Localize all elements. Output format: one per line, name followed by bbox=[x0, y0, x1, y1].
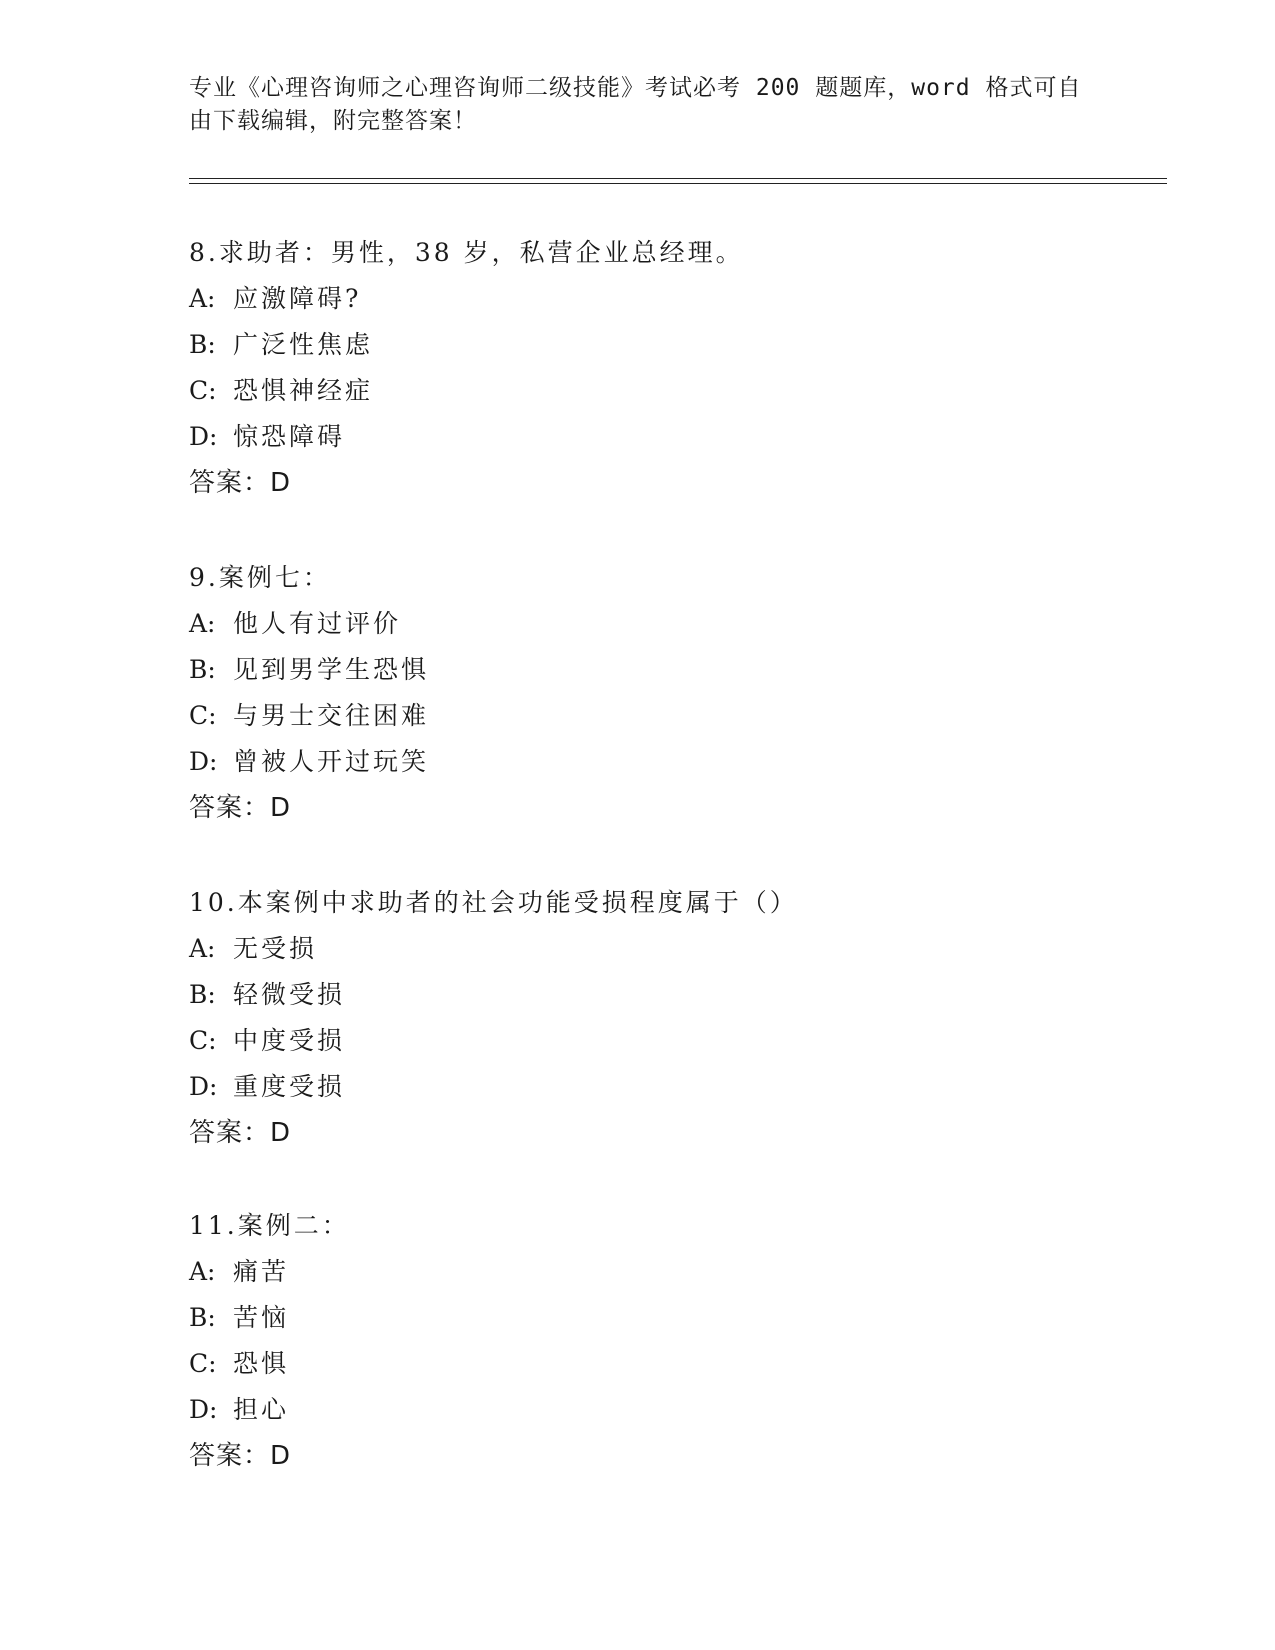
option-text: 应激障碍? bbox=[233, 284, 362, 313]
option-text: 广泛性焦虑 bbox=[233, 330, 374, 359]
option-d bbox=[189, 1064, 1139, 1110]
option-a bbox=[189, 926, 1139, 972]
option-letter: A: bbox=[189, 1257, 216, 1286]
option-letter: A: bbox=[189, 284, 216, 313]
question-stem: 8.求助者：男性，38 岁，私营企业总经理。 bbox=[189, 238, 744, 267]
option-text: 曾被人开过玩笑 bbox=[233, 747, 430, 776]
option-letter: C: bbox=[189, 701, 217, 730]
option-letter: C: bbox=[189, 1349, 217, 1378]
question-stem: 9.案例七： bbox=[189, 563, 331, 592]
option-d bbox=[189, 1387, 1139, 1433]
option-letter: D: bbox=[189, 1072, 218, 1101]
option-text: 轻微受损 bbox=[233, 980, 346, 1009]
option-letter: B: bbox=[189, 980, 216, 1009]
option-text: 担心 bbox=[233, 1395, 290, 1424]
header-line-2: 由下载编辑，附完整答案！ bbox=[189, 108, 477, 134]
option-c bbox=[189, 693, 1139, 739]
option-text: 痛苦 bbox=[233, 1257, 290, 1286]
question-block bbox=[189, 880, 1139, 1156]
option-d bbox=[189, 414, 1139, 460]
option-text: 他人有过评价 bbox=[233, 609, 402, 638]
header-divider-bottom bbox=[189, 183, 1167, 184]
option-b bbox=[189, 647, 1139, 693]
answer-line: 答案：D bbox=[189, 468, 292, 498]
option-a bbox=[189, 1249, 1139, 1295]
question-stem: 10.本案例中求助者的社会功能受损程度属于（） bbox=[189, 888, 798, 917]
header-line-1: 专业《心理咨询师之心理咨询师二级技能》考试必考 200 题题库，word 格式可自 bbox=[189, 75, 1082, 101]
answer-line: 答案：D bbox=[189, 1441, 292, 1471]
option-letter: B: bbox=[189, 655, 216, 684]
option-text: 恐惧神经症 bbox=[233, 376, 374, 405]
answer-line: 答案：D bbox=[189, 1118, 292, 1148]
option-letter: D: bbox=[189, 747, 218, 776]
option-letter: D: bbox=[189, 1395, 218, 1424]
question-stem: 11.案例二： bbox=[189, 1211, 350, 1240]
option-text: 恐惧 bbox=[233, 1349, 290, 1378]
option-a bbox=[189, 276, 1139, 322]
option-letter: A: bbox=[189, 934, 216, 963]
question-block bbox=[189, 230, 1139, 506]
option-d bbox=[189, 739, 1139, 785]
option-text: 与男士交往困难 bbox=[233, 701, 430, 730]
option-text: 重度受损 bbox=[233, 1072, 346, 1101]
option-letter: D: bbox=[189, 422, 218, 451]
header-divider-top bbox=[189, 178, 1167, 179]
question-block bbox=[189, 1203, 1139, 1479]
option-letter: B: bbox=[189, 1303, 216, 1332]
option-b bbox=[189, 972, 1139, 1018]
option-c bbox=[189, 1341, 1139, 1387]
question-block bbox=[189, 555, 1139, 831]
document-header bbox=[189, 72, 1089, 138]
option-text: 惊恐障碍 bbox=[233, 422, 346, 451]
option-letter: C: bbox=[189, 376, 217, 405]
option-text: 见到男学生恐惧 bbox=[233, 655, 430, 684]
answer-line: 答案：D bbox=[189, 793, 292, 823]
option-text: 中度受损 bbox=[233, 1026, 346, 1055]
option-b bbox=[189, 322, 1139, 368]
option-letter: A: bbox=[189, 609, 216, 638]
option-letter: B: bbox=[189, 330, 216, 359]
option-text: 苦恼 bbox=[233, 1303, 290, 1332]
option-text: 无受损 bbox=[233, 934, 318, 963]
option-letter: C: bbox=[189, 1026, 217, 1055]
option-a bbox=[189, 601, 1139, 647]
option-b bbox=[189, 1295, 1139, 1341]
option-c bbox=[189, 1018, 1139, 1064]
option-c bbox=[189, 368, 1139, 414]
